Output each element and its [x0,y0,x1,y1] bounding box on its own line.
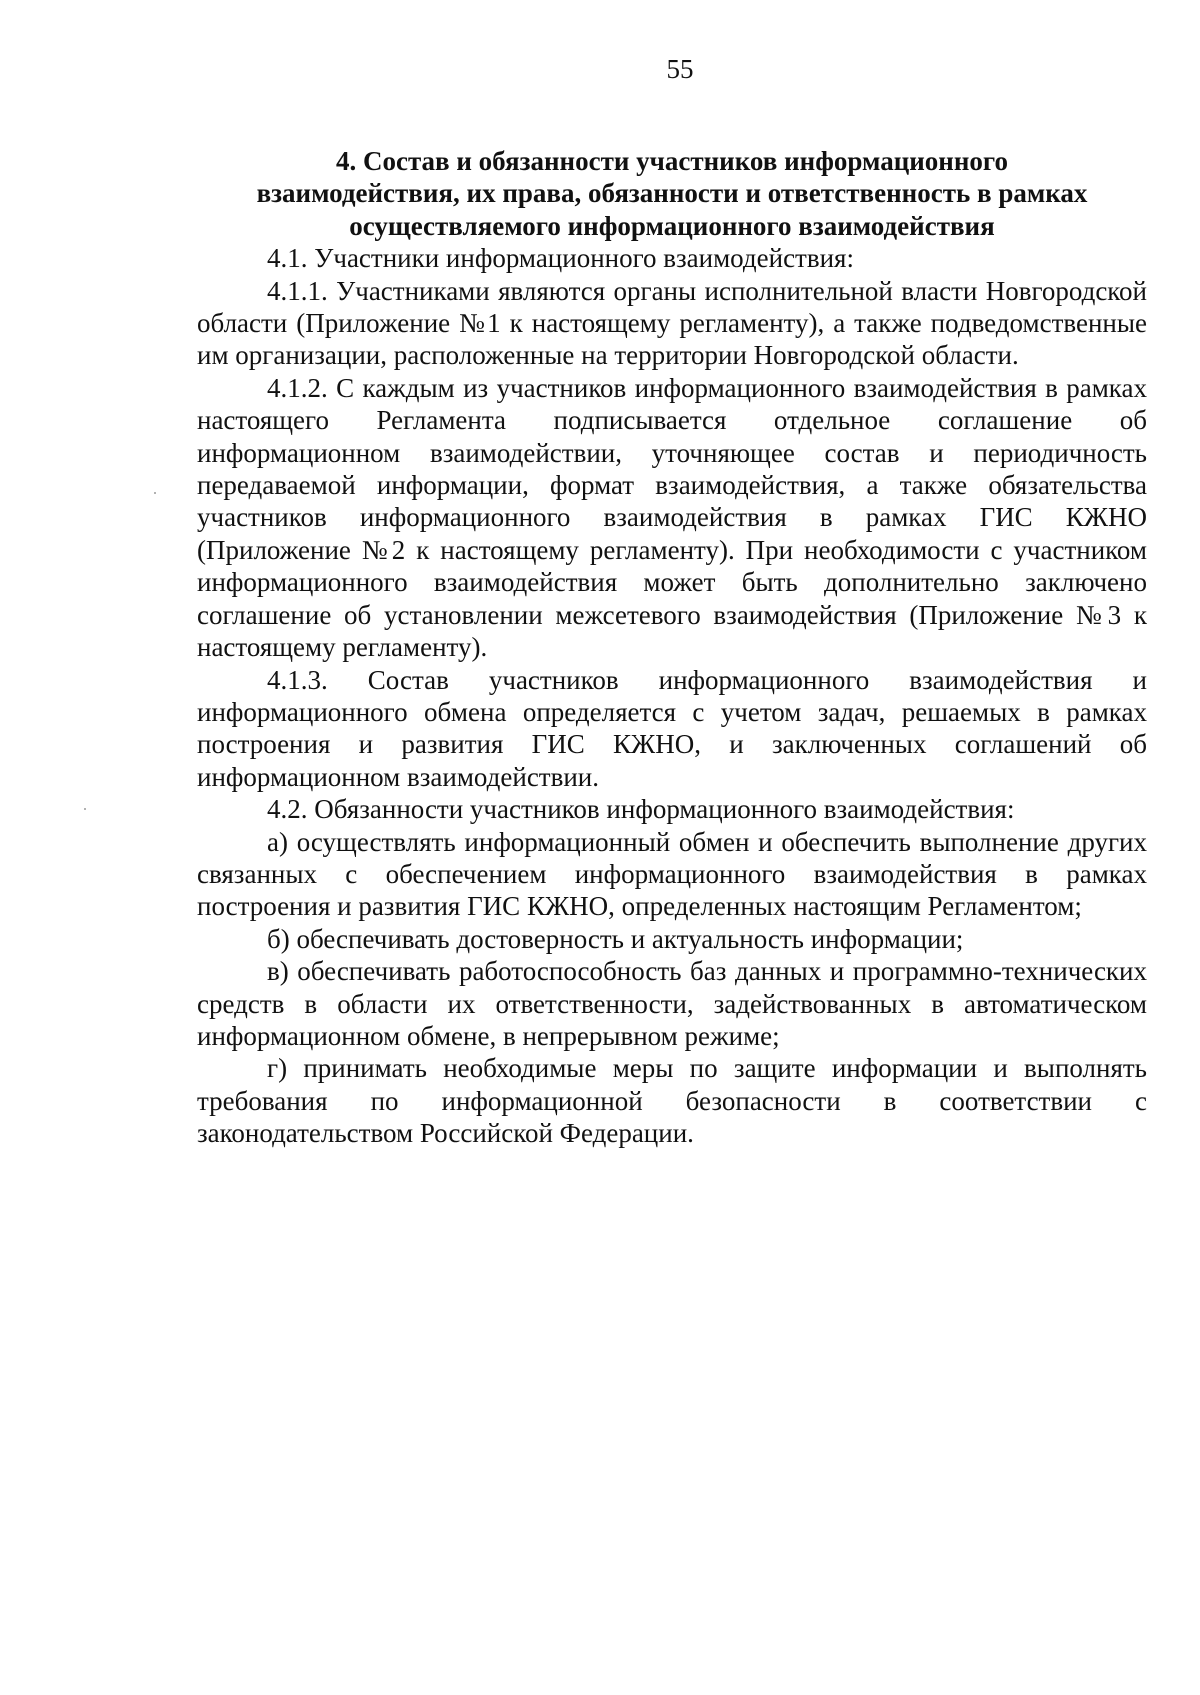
paragraph-4-1: 4.1. Участники информационного взаимодействия: [267,243,854,274]
list-item-g: г) принимать необходимые меры по защите информации и выполнять требования по информационной безопасности в соответствии с законодательством Российской Федерации. [197,1053,1147,1149]
scan-speck [84,808,86,810]
paragraph-4-1-2: 4.1.2. С каждым из участников информационного взаимодействия в рамках настоящего Регламента подписывается отдельное соглашение об информационном взаимодействии, уточняющее состав и периодичность передаваемой информации, формат взаимодействия, а также обязательства участников информационного взаимодействия в рамках ГИС КЖНО (Приложение №2 к настоящему регламенту). При необходимости с участником информационного взаимодействия может быть дополнительно заключено соглашение об установлении межсетевого взаимодействия (Приложение №3 к настоящему регламенту). [197,372,1147,663]
section-heading-line: 4. Состав и обязанности участников информационного [335,146,1009,176]
document-body [197,145,1147,1150]
paragraph-4-1-1: 4.1.1. Участниками являются органы исполнительной власти Новгородской области (Приложение №1 к настоящему регламенту), а также подведомственные им организации, расположенные на территории Новгородской области. [197,275,1147,371]
paragraph-4-2: 4.2. Обязанности участников информационного взаимодействия: [267,794,1015,825]
paragraph-4-1-3: 4.1.3. Состав участников информационного взаимодействия и информационного обмена определяется с учетом задач, решаемых в рамках построения и развития ГИС КЖНО, и заключенных соглашений об информационном взаимодействии. [197,664,1147,792]
list-item-v: в) обеспечивать работоспособность баз данных и программно-технических средств в области их ответственности, задействованных в автоматическом информационном обмене, в непрерывном режиме; [197,956,1147,1051]
list-item-a: а) осуществлять информационный обмен и обеспечить выполнение других связанных с обеспечением информационного взаимодействия в рамках построения и развития ГИС КЖНО, определенных настоящим Регламентом; [197,826,1147,922]
scan-speck [154,492,156,494]
page-number: 55 [666,54,694,84]
section-heading [197,145,1147,242]
list-item-b: б) обеспечивать достоверность и актуальность информации; [267,923,964,954]
section-heading-line: осуществляемого информационного взаимодействия [349,210,995,241]
section-heading-line: взаимодействия, их права, обязанности и ответственность в рамках [256,178,1088,209]
